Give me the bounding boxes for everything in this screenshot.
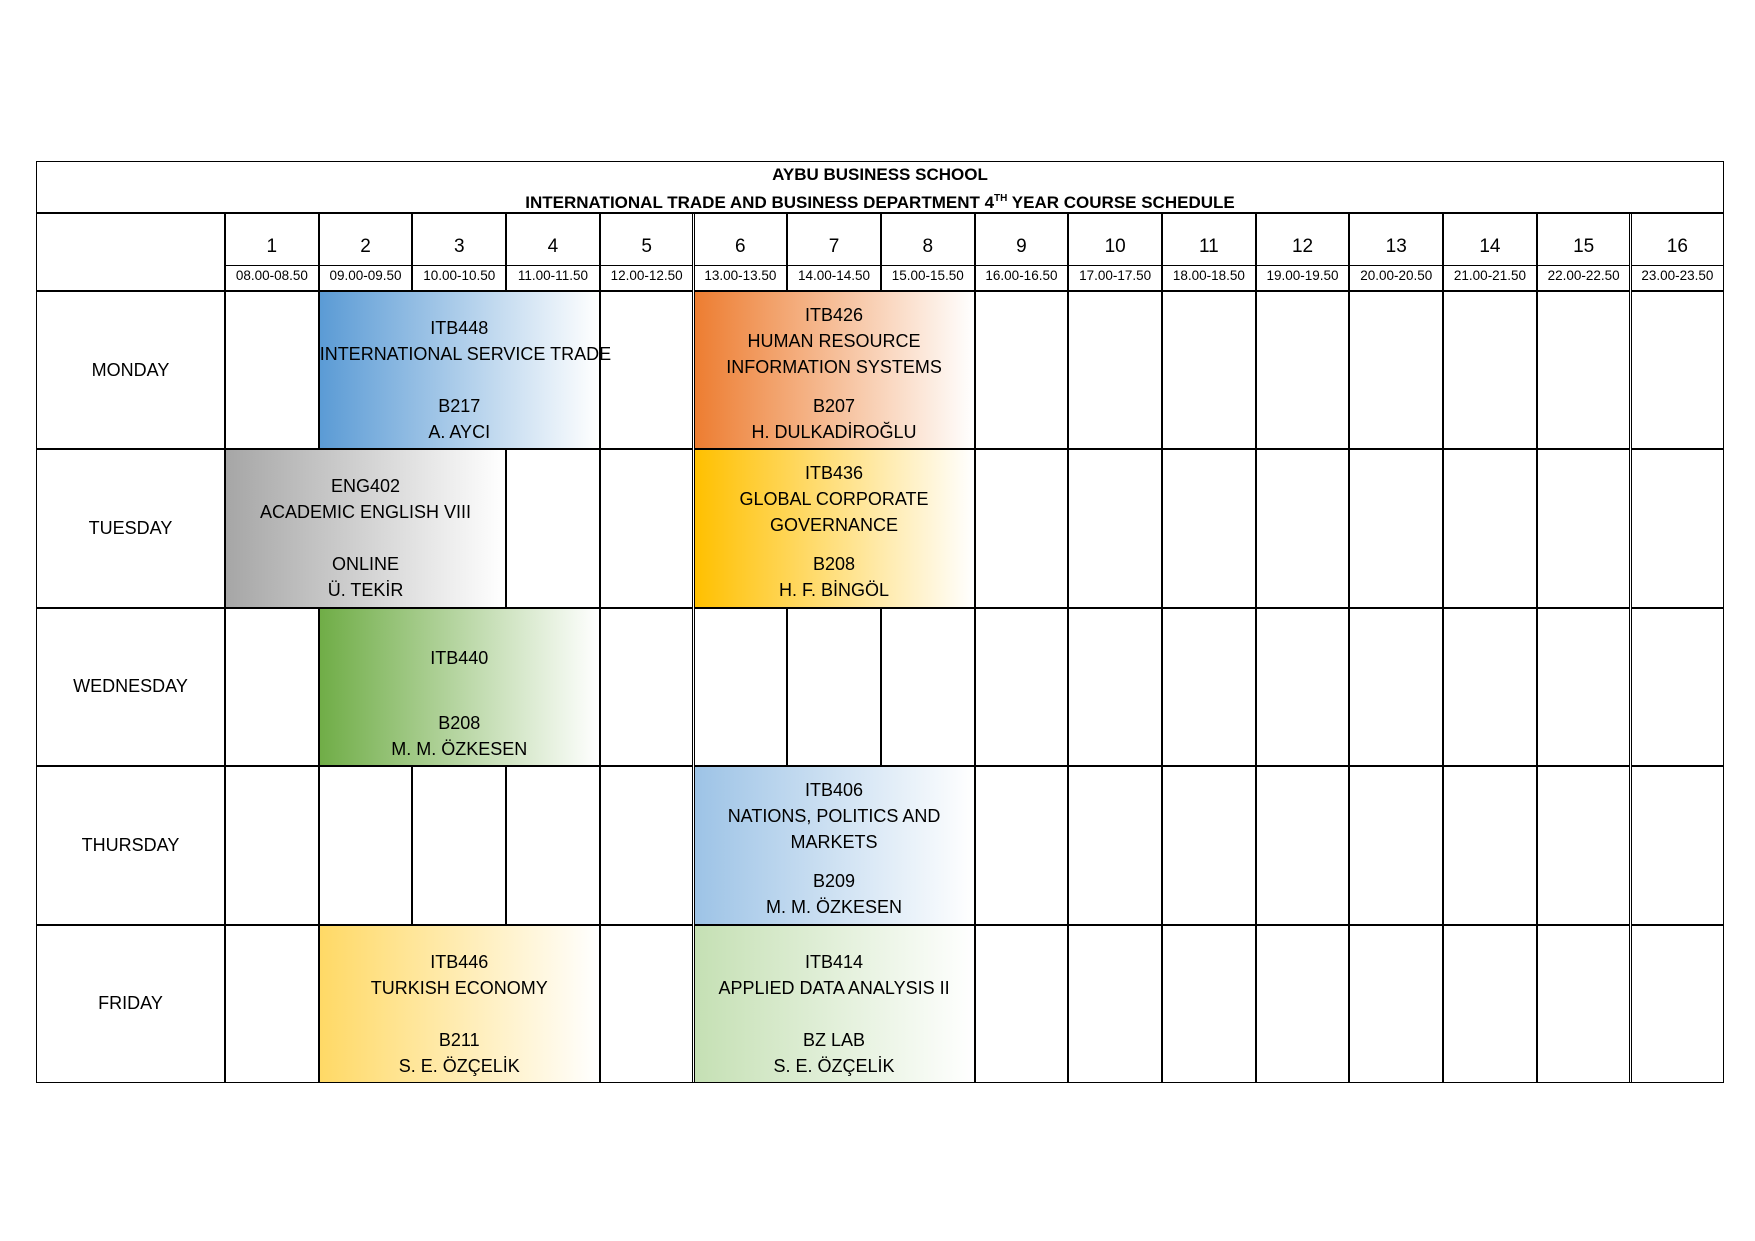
- period-time-12: 19.00-19.50: [1256, 265, 1350, 291]
- empty-slot[interactable]: [1443, 766, 1537, 924]
- empty-slot[interactable]: [1537, 766, 1631, 924]
- empty-slot[interactable]: [975, 925, 1069, 1083]
- subtitle-end: YEAR COURSE SCHEDULE: [1007, 193, 1235, 212]
- course-room: B207: [813, 396, 856, 416]
- period-time-4: 11.00-11.50: [506, 265, 600, 291]
- empty-slot[interactable]: [600, 608, 694, 766]
- course-instructor: H. DULKADİROĞLU: [751, 422, 917, 442]
- empty-slot[interactable]: [694, 608, 788, 766]
- subtitle-main: INTERNATIONAL TRADE AND BUSINESS DEPARTMENT 4: [525, 193, 995, 212]
- course-name: HUMAN RESOURCE: [747, 331, 921, 351]
- empty-slot[interactable]: [1162, 925, 1256, 1083]
- course-code: ITB436: [805, 463, 864, 484]
- empty-slot[interactable]: [1068, 608, 1162, 766]
- period-number-9: 9: [975, 213, 1069, 265]
- empty-slot[interactable]: [225, 925, 319, 1083]
- course-room: B217: [438, 396, 481, 416]
- empty-slot[interactable]: [1068, 766, 1162, 924]
- period-number-6: 6: [694, 213, 788, 265]
- empty-slot[interactable]: [975, 291, 1069, 449]
- empty-slot[interactable]: [1631, 925, 1725, 1083]
- empty-slot[interactable]: [1349, 925, 1443, 1083]
- empty-slot[interactable]: [1256, 766, 1350, 924]
- course-block-itb448[interactable]: [319, 291, 612, 449]
- empty-slot[interactable]: [1537, 291, 1631, 449]
- course-room: B208: [813, 554, 856, 575]
- course-name: ACADEMIC ENGLISH VIII: [260, 502, 472, 523]
- period-number-8: 8: [881, 213, 975, 265]
- course-instructor: Ü. TEKİR: [327, 580, 404, 601]
- empty-slot[interactable]: [1068, 449, 1162, 607]
- empty-slot[interactable]: [1256, 608, 1350, 766]
- course-name: INTERNATIONAL SERVICE TRADE: [319, 344, 612, 364]
- empty-slot[interactable]: [787, 608, 881, 766]
- course-block-eng402[interactable]: [225, 449, 506, 607]
- empty-slot[interactable]: [600, 449, 694, 607]
- day-label-tuesday: TUESDAY: [36, 449, 225, 607]
- day-label-thursday: THURSDAY: [36, 766, 225, 924]
- course-name: GLOBAL CORPORATE: [739, 489, 929, 510]
- course-code: ITB406: [805, 780, 864, 801]
- course-instructor: H. F. BİNGÖL: [779, 580, 890, 601]
- empty-slot[interactable]: [600, 291, 694, 449]
- empty-slot[interactable]: [1631, 291, 1725, 449]
- empty-slot[interactable]: [1256, 449, 1350, 607]
- course-name: APPLIED DATA ANALYSIS II: [718, 977, 950, 998]
- period-time-1: 08.00-08.50: [225, 265, 319, 291]
- empty-slot[interactable]: [1537, 608, 1631, 766]
- period-time-16: 23.00-23.50: [1631, 265, 1725, 291]
- course-instructor: M. M. ÖZKESEN: [391, 738, 528, 759]
- empty-slot[interactable]: [600, 925, 694, 1083]
- empty-slot[interactable]: [975, 449, 1069, 607]
- period-number-2: 2: [319, 213, 413, 265]
- course-room: B209: [813, 871, 856, 892]
- period-time-9: 16.00-16.50: [975, 265, 1069, 291]
- period-number-13: 13: [1349, 213, 1443, 265]
- course-name: GOVERNANCE: [770, 515, 899, 536]
- course-instructor: S. E. ÖZÇELİK: [398, 1055, 520, 1076]
- course-room: B211: [438, 1029, 480, 1050]
- course-room: B208: [438, 712, 481, 733]
- course-room: BZ LAB: [803, 1029, 866, 1050]
- course-code: ITB448: [430, 318, 489, 338]
- empty-slot[interactable]: [412, 766, 506, 924]
- day-label-wednesday: WEDNESDAY: [36, 608, 225, 766]
- empty-slot[interactable]: [1631, 608, 1725, 766]
- course-instructor: M. M. ÖZKESEN: [766, 897, 903, 918]
- empty-slot[interactable]: [506, 449, 600, 607]
- period-number-12: 12: [1256, 213, 1350, 265]
- empty-slot[interactable]: [1256, 291, 1350, 449]
- course-code: ITB426: [805, 305, 864, 325]
- empty-slot[interactable]: [1443, 608, 1537, 766]
- empty-slot[interactable]: [506, 766, 600, 924]
- empty-slot[interactable]: [225, 291, 319, 449]
- course-block-itb406[interactable]: [694, 766, 975, 924]
- course-code: ITB414: [805, 951, 864, 972]
- course-code: ENG402: [331, 476, 401, 497]
- day-label-monday: MONDAY: [36, 291, 225, 449]
- empty-slot[interactable]: [1349, 766, 1443, 924]
- empty-slot[interactable]: [1443, 449, 1537, 607]
- period-time-5: 12.00-12.50: [600, 265, 694, 291]
- schedule-title-box: [36, 161, 1724, 213]
- period-time-2: 09.00-09.50: [319, 265, 413, 291]
- empty-slot[interactable]: [975, 608, 1069, 766]
- empty-slot[interactable]: [1162, 449, 1256, 607]
- schedule-subtitle: [37, 193, 1723, 213]
- course-block-itb436[interactable]: [694, 449, 975, 607]
- empty-slot[interactable]: [225, 766, 319, 924]
- empty-slot[interactable]: [881, 608, 975, 766]
- empty-slot[interactable]: [225, 608, 319, 766]
- empty-slot[interactable]: [1537, 925, 1631, 1083]
- empty-slot[interactable]: [1349, 291, 1443, 449]
- empty-slot[interactable]: [600, 766, 694, 924]
- period-time-15: 22.00-22.50: [1537, 265, 1631, 291]
- period-time-11: 18.00-18.50: [1162, 265, 1256, 291]
- period-time-14: 21.00-21.50: [1443, 265, 1537, 291]
- course-block-itb414[interactable]: [694, 925, 975, 1083]
- period-number-15: 15: [1537, 213, 1631, 265]
- period-time-10: 17.00-17.50: [1068, 265, 1162, 291]
- period-number-4: 4: [506, 213, 600, 265]
- empty-slot[interactable]: [319, 766, 413, 924]
- period-number-14: 14: [1443, 213, 1537, 265]
- course-block-itb440[interactable]: [319, 608, 600, 766]
- period-number-10: 10: [1068, 213, 1162, 265]
- course-code: ITB446: [430, 951, 489, 972]
- period-number-16: 16: [1631, 213, 1725, 265]
- period-number-3: 3: [412, 213, 506, 265]
- period-time-3: 10.00-10.50: [412, 265, 506, 291]
- course-name: NATIONS, POLITICS AND: [727, 806, 941, 827]
- course-instructor: A. AYCI: [428, 422, 491, 442]
- course-instructor: S. E. ÖZÇELİK: [773, 1055, 895, 1076]
- empty-slot[interactable]: [1443, 925, 1537, 1083]
- empty-slot[interactable]: [1162, 608, 1256, 766]
- empty-slot[interactable]: [1349, 608, 1443, 766]
- empty-slot[interactable]: [1068, 925, 1162, 1083]
- subtitle-superscript: TH: [994, 193, 1008, 204]
- course-block-itb426[interactable]: [694, 291, 975, 449]
- header-corner-cell: [36, 213, 225, 291]
- empty-slot[interactable]: [1162, 291, 1256, 449]
- period-number-5: 5: [600, 213, 694, 265]
- empty-slot[interactable]: [1537, 449, 1631, 607]
- empty-slot[interactable]: [1162, 766, 1256, 924]
- empty-slot[interactable]: [1631, 766, 1725, 924]
- course-name: MARKETS: [790, 832, 878, 853]
- school-title: AYBU BUSINESS SCHOOL: [772, 165, 988, 184]
- empty-slot[interactable]: [1631, 449, 1725, 607]
- empty-slot[interactable]: [1256, 925, 1350, 1083]
- empty-slot[interactable]: [1349, 449, 1443, 607]
- period-time-13: 20.00-20.50: [1349, 265, 1443, 291]
- period-number-1: 1: [225, 213, 319, 265]
- empty-slot[interactable]: [1068, 291, 1162, 449]
- course-name: INFORMATION SYSTEMS: [726, 357, 942, 377]
- period-time-6: 13.00-13.50: [694, 265, 788, 291]
- schedule-table: [36, 161, 1724, 1083]
- empty-slot[interactable]: [1443, 291, 1537, 449]
- day-label-friday: FRIDAY: [36, 925, 225, 1083]
- course-block-itb446[interactable]: [319, 925, 600, 1083]
- period-time-7: 14.00-14.50: [787, 265, 881, 291]
- course-name: TURKISH ECONOMY: [370, 977, 548, 998]
- empty-slot[interactable]: [975, 766, 1069, 924]
- period-number-7: 7: [787, 213, 881, 265]
- course-room: ONLINE: [332, 554, 400, 575]
- period-time-8: 15.00-15.50: [881, 265, 975, 291]
- period-number-11: 11: [1162, 213, 1256, 265]
- course-code: ITB440: [430, 647, 489, 668]
